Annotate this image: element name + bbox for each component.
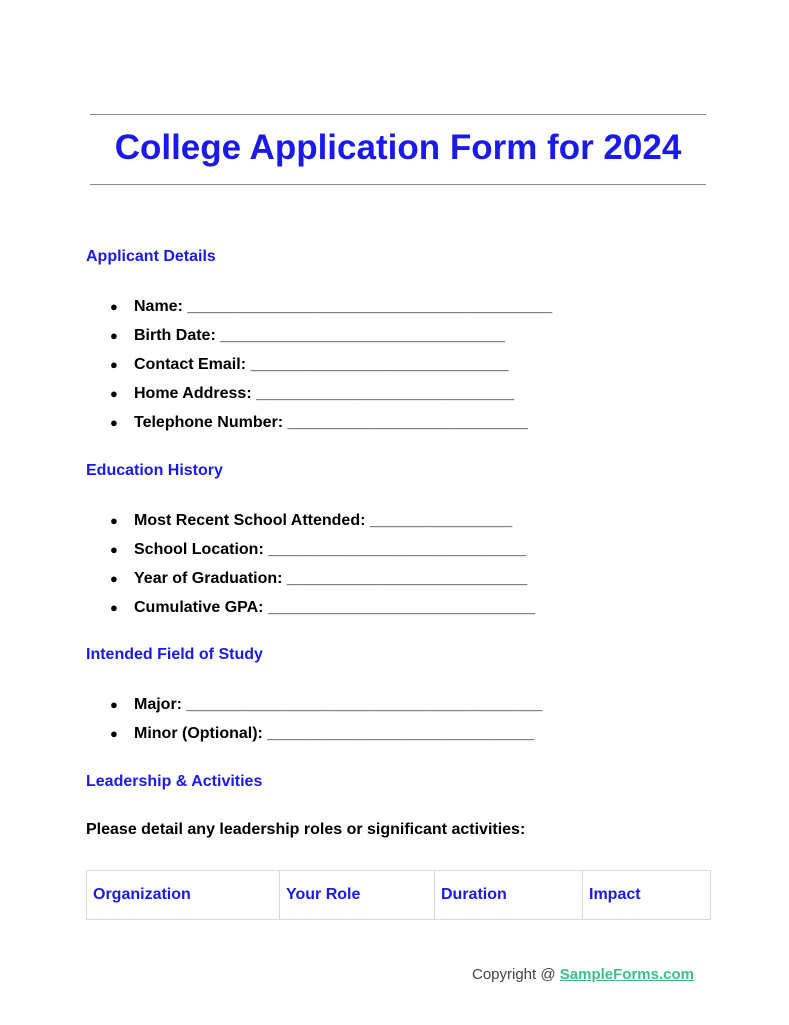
top-rule	[90, 114, 706, 115]
bullet-icon: ●	[110, 415, 118, 430]
bullet-icon: ●	[110, 328, 118, 343]
section-heading-leadership: Leadership & Activities	[86, 773, 263, 790]
table-header-row	[87, 871, 711, 920]
bullet-icon: ●	[110, 299, 118, 314]
footer	[472, 966, 694, 983]
section-heading-education: Education History	[86, 462, 223, 479]
bullet-icon: ●	[110, 600, 118, 615]
school-location-field[interactable]: School Location: _____________________________	[134, 541, 527, 558]
page-title: College Application Form for 2024	[114, 128, 682, 167]
column-header-duration: Duration	[435, 871, 583, 920]
major-field[interactable]: Major: ________________________________________	[134, 696, 543, 713]
copyright-label: Copyright @	[472, 966, 560, 983]
column-header-impact: Impact	[583, 871, 711, 920]
bullet-icon: ●	[110, 726, 118, 741]
brand-link[interactable]: SampleForms.com	[559, 966, 694, 983]
bullet-icon: ●	[110, 513, 118, 528]
section-heading-field: Intended Field of Study	[86, 646, 263, 663]
name-field[interactable]: Name: _________________________________________	[134, 298, 553, 315]
bullet-icon: ●	[110, 571, 118, 586]
activities-table	[86, 870, 711, 920]
minor-field[interactable]: Minor (Optional): ______________________________	[134, 725, 535, 742]
gpa-field[interactable]: Cumulative GPA: ______________________________	[134, 599, 535, 616]
home-address-field[interactable]: Home Address: _____________________________	[134, 385, 515, 402]
telephone-field[interactable]: Telephone Number: ___________________________	[134, 414, 528, 431]
section-heading-applicant: Applicant Details	[86, 248, 216, 265]
column-header-organization: Organization	[87, 871, 280, 920]
bullet-icon: ●	[110, 697, 118, 712]
recent-school-field[interactable]: Most Recent School Attended: ________________	[134, 512, 513, 529]
birth-date-field[interactable]: Birth Date: ________________________________	[134, 327, 505, 344]
bullet-icon: ●	[110, 542, 118, 557]
contact-email-field[interactable]: Contact Email: _____________________________	[134, 356, 509, 373]
bullet-icon: ●	[110, 357, 118, 372]
bullet-icon: ●	[110, 386, 118, 401]
bottom-rule	[90, 184, 706, 185]
leadership-prompt: Please detail any leadership roles or significant activities:	[86, 821, 526, 838]
column-header-role: Your Role	[280, 871, 435, 920]
graduation-year-field[interactable]: Year of Graduation: ___________________________	[134, 570, 528, 587]
